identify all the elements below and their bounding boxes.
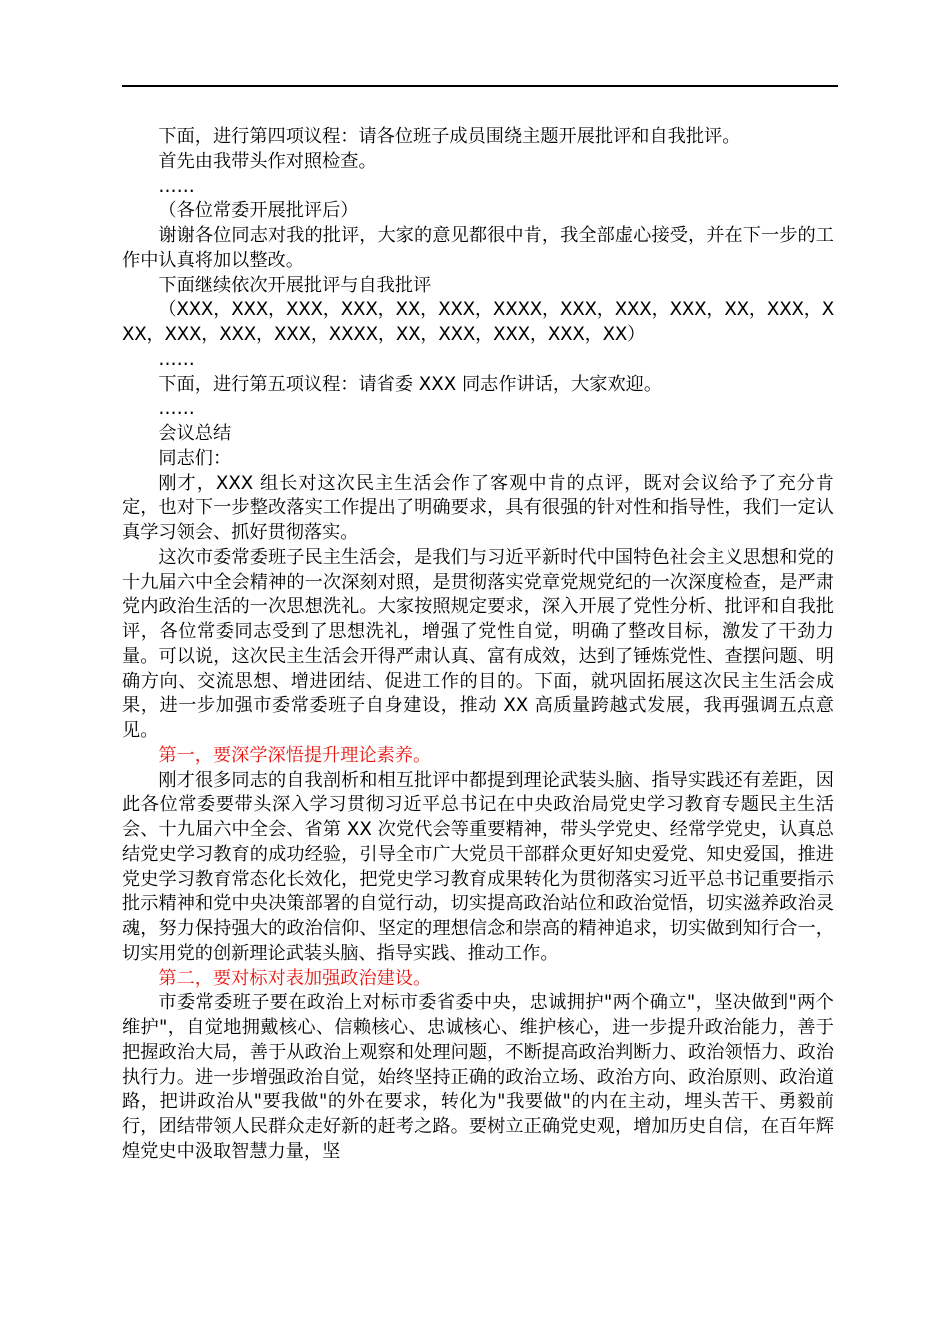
paragraph: （XXX，XXX，XXX，XXX，XX，XXX，XXXX，XXX，XXX，XXX，XX，XXX，XXX，XXX，XXX，XXX，XXXX，XX，XXX，XXX，XXX，XX）	[122, 299, 834, 345]
paragraph: 刚才很多同志的自我剖析和相互批评中都提到理论武装头脑、指导实践还有差距，因此各位常委要带头深入学习贯彻习近平总书记在中央政治局党史学习教育专题民主生活会、十九届六中全会、省第 XX 次党代会等重要精神，带头学党史、经常学党史，认真总结党史学习教育的成功经验，引导全市广大党员干部群众更好知史爱党、知史爱国，推进党史学习教育常态化长效化，把党史学习教育成果转化为贯彻落实习近平总书记重要指示批示精神和党中央决策部署的自觉行动，切实提高政治站位和政治觉悟，切实滋养政治灵魂，努力保持强大的政治信仰、坚定的理想信念和崇高的精神追求，切实做到知行合一，切实用党的创新理论武装头脑、指导实践、推动工作。	[122, 769, 834, 964]
paragraph: 下面继续依次开展批评与自我批评	[158, 274, 432, 296]
paragraph: 同志们：	[158, 447, 232, 469]
paragraph: ……	[158, 348, 195, 370]
paragraph: 刚才，XXX 组长对这次民主生活会作了客观中肯的点评，既对会议给予了充分肯定，也对下一步整改落实工作提出了明确要求，具有很强的针对性和指导性，我们一定认真学习领会、抓好贯彻落实。	[122, 472, 834, 543]
paragraph: 会议总结	[158, 423, 232, 444]
paragraph: 首先由我带头作对照检查。	[158, 150, 377, 172]
paragraph: ……	[158, 398, 195, 420]
paragraph: 下面，进行第五项议程：请省委 XXX 同志作讲话，大家欢迎。	[158, 373, 663, 395]
document-body	[122, 125, 834, 1165]
paragraph: ……	[158, 175, 195, 197]
section-heading: 第二，要对标对表加强政治建设。	[158, 967, 432, 989]
paragraph: （各位常委开展批评后）	[158, 200, 359, 222]
paragraph: 谢谢各位同志对我的批评，大家的意见都很中肯，我全部虚心接受，并在下一步的工作中认真将加以整改。	[122, 225, 834, 271]
paragraph: 这次市委常委班子民主生活会，是我们与习近平新时代中国特色社会主义思想和党的十九届六中全会精神的一次深刻对照，是贯彻落实党章党规党纪的一次深度检查，是严肃党内政治生活的一次思想洗礼。大家按照规定要求，深入开展了党性分析、批评和自我批评，各位常委同志受到了思想洗礼，增强了党性自觉，明确了整改目标，激发了干劲力量。可以说，这次民主生活会开得严肃认真、富有成效，达到了锤炼党性、查摆问题、明确方向、交流思想、增进团结、促进工作的目的。下面，就巩固拓展这次民主生活会成果，进一步加强市委常委班子自身建设，推动 XX 高质量跨越式发展，我再强调五点意见。	[122, 546, 834, 741]
header-rule	[122, 85, 838, 87]
paragraph: 下面，进行第四项议程：请各位班子成员围绕主题开展批评和自我批评。	[158, 126, 741, 147]
paragraph: 市委常委班子要在政治上对标市委省委中央，忠诚拥护"两个确立"，坚决做到"两个维护"，自觉地拥戴核心、信赖核心、忠诚核心、维护核心，进一步提升政治能力，善于把握政治大局，善于从政治上观察和处理问题，不断提高政治判断力、政治领悟力、政治执行力。进一步增强政治自觉，始终坚持正确的政治立场、政治方向、政治原则、政治道路，把讲政治从"要我做"的外在要求，转化为"我要做"的内在主动，埋头苦干、勇毅前行，团结带领人民群众走好新的赶考之路。要树立正确党史观，增加历史自信，在百年辉煌党史中汲取智慧力量，坚	[122, 992, 834, 1162]
section-heading: 第一，要深学深悟提升理论素养。	[158, 744, 432, 766]
